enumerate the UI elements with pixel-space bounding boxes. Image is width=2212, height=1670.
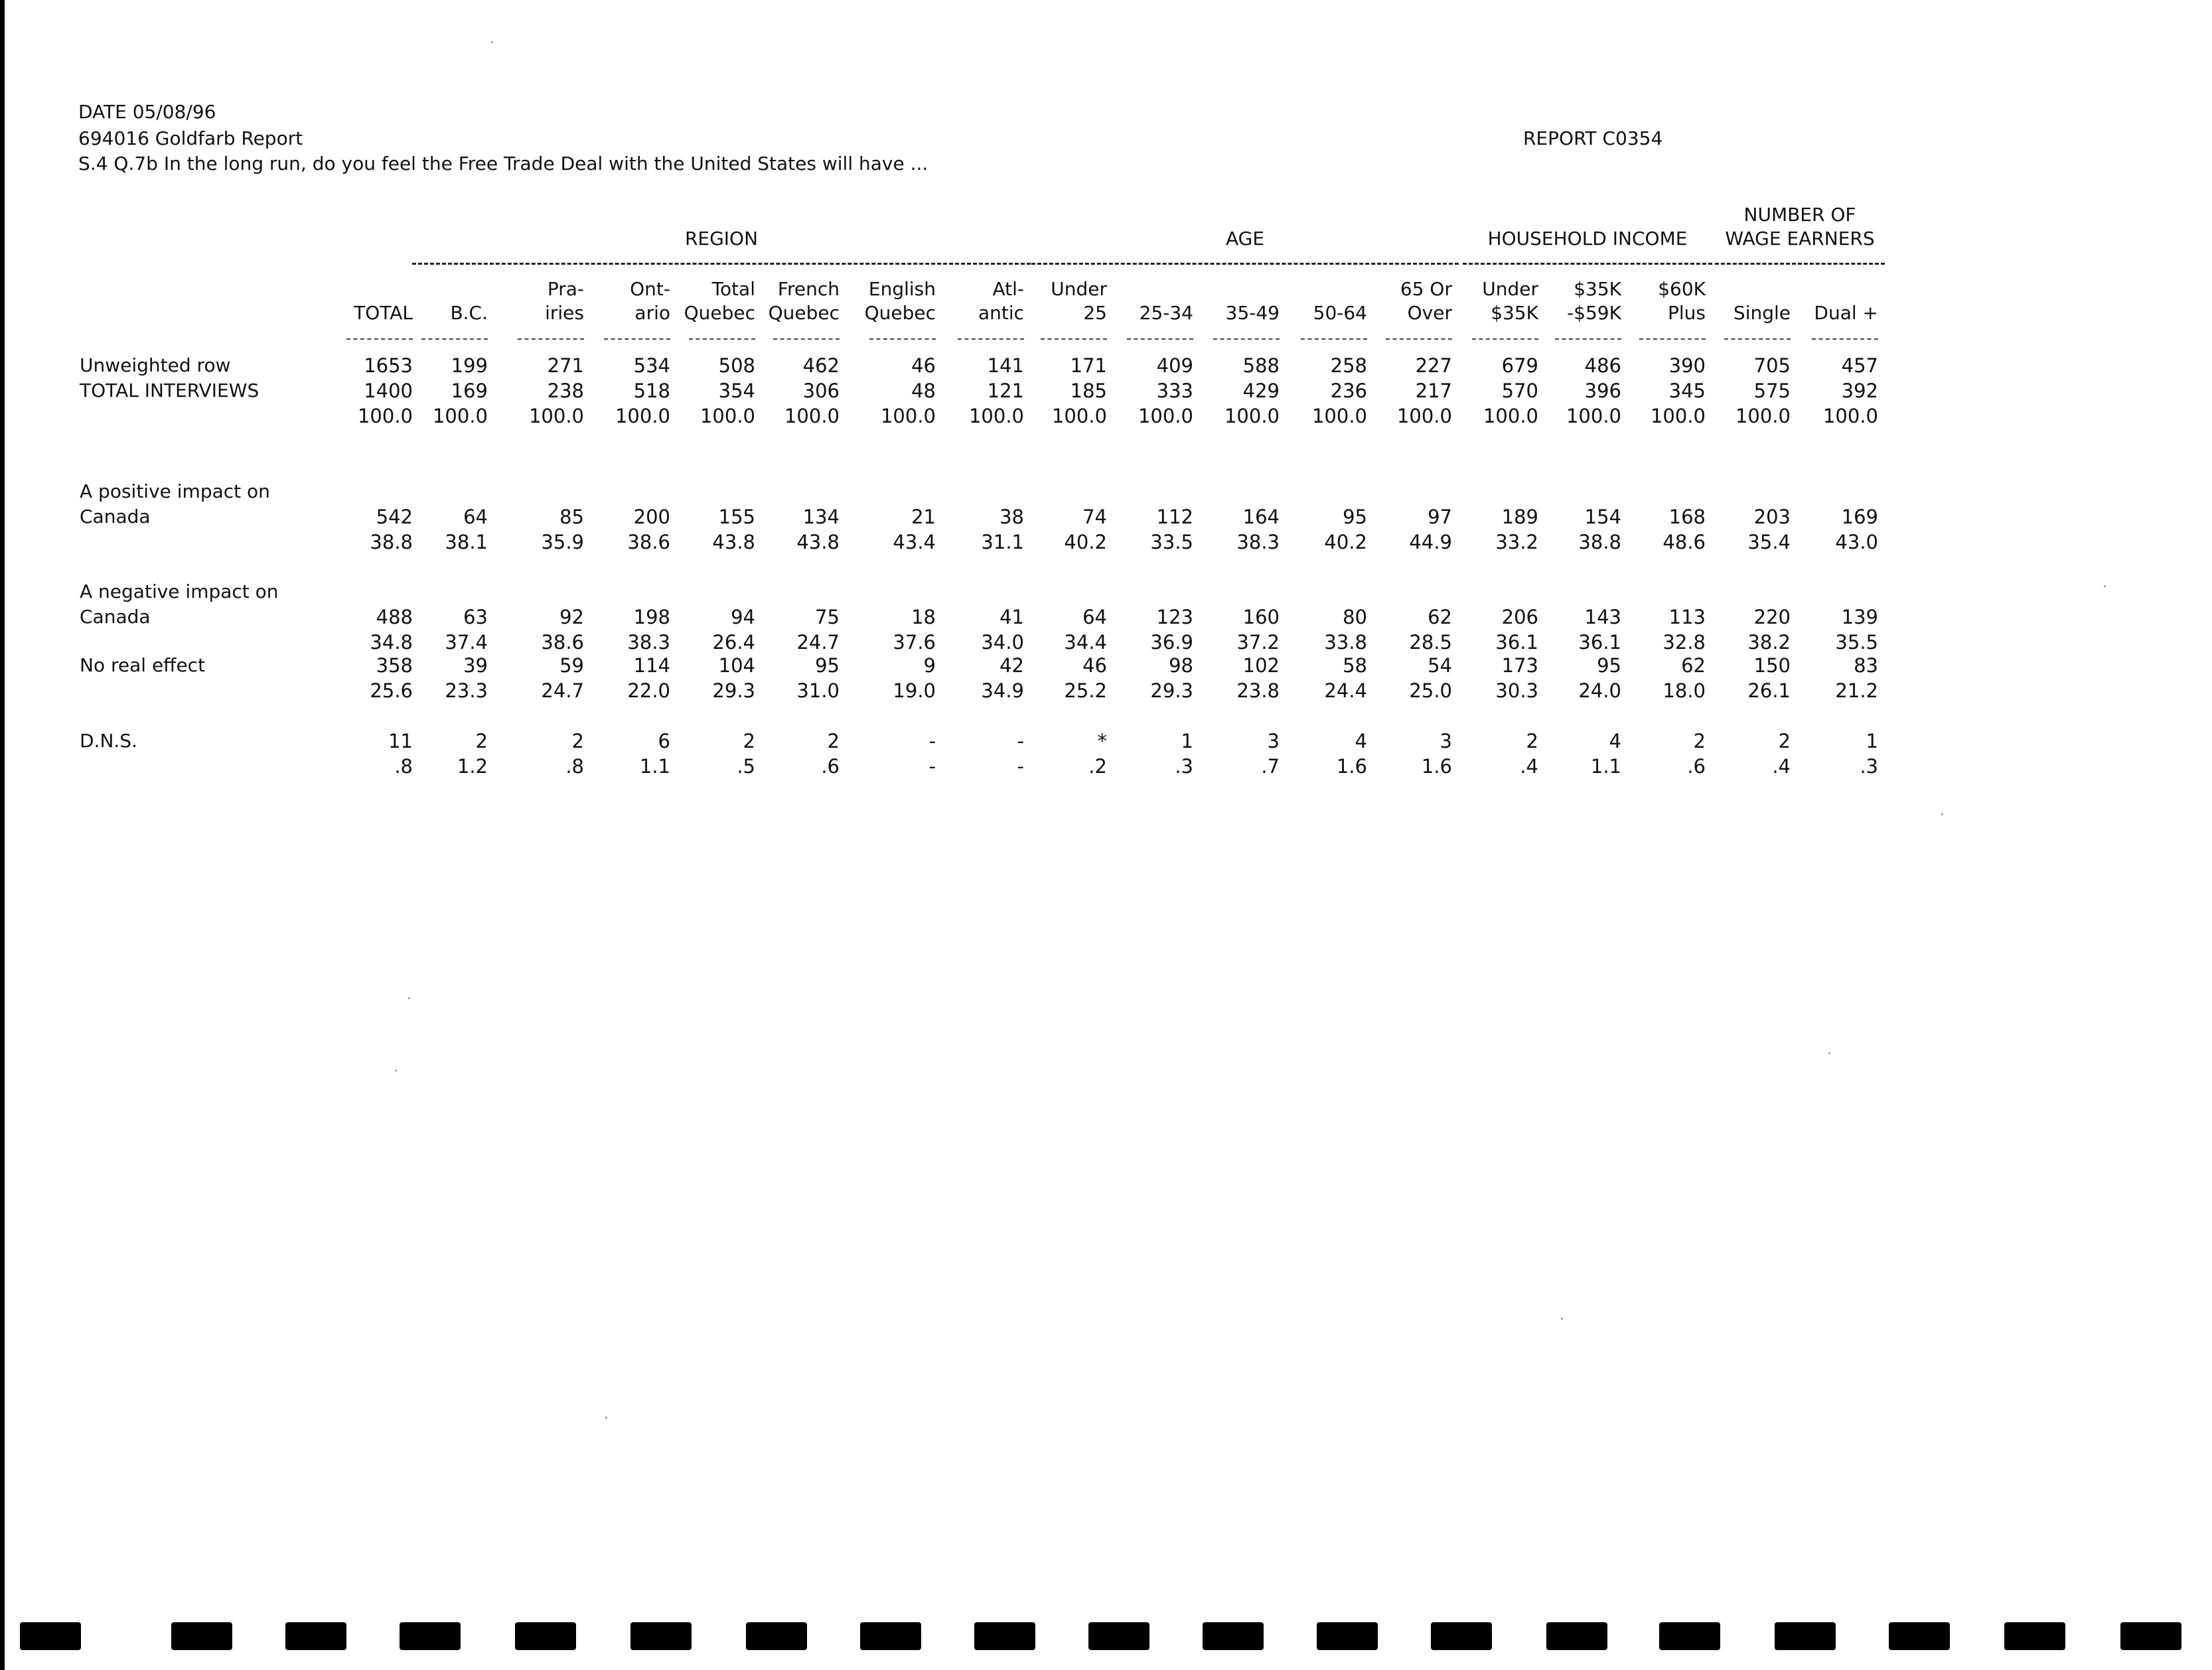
table-cell: 21.2 [1835,679,1878,702]
table-cell: 48.6 [1662,531,1706,553]
table-cell: 62 [1681,654,1706,677]
table-cell: 33.5 [1150,531,1193,553]
table-cell: 409 [1156,354,1193,377]
table-cell: 3 [1267,730,1280,752]
table-cell: 392 [1841,380,1878,402]
table-cell: .8 [565,755,584,778]
scan-speck [1941,813,1943,815]
group-header-household-income: HOUSEHOLD INCOME [1487,228,1688,249]
table-cell: 100.0 [1483,405,1538,427]
table-cell: 43.8 [796,531,840,553]
table-cell: 100.0 [1822,405,1878,427]
table-cell: 2 [571,730,584,752]
table-cell: 1.2 [457,755,488,778]
column-underline [346,338,413,340]
table-cell: 31.1 [981,531,1024,553]
table-cell: 429 [1242,380,1280,402]
table-cell: .3 [1860,755,1878,778]
scan-speck [1828,1052,1830,1054]
table-cell: 28.5 [1409,631,1452,654]
table-cell: 143 [1584,606,1621,628]
table-cell: 36.9 [1150,631,1193,654]
table-cell: 100.0 [1224,405,1280,427]
scan-speck [408,997,410,999]
table-cell: 6 [658,730,670,752]
table-cell: 206 [1501,606,1538,628]
row-label: Canada [80,506,151,527]
row-label: TOTAL INTERVIEWS [80,380,259,401]
table-cell: 26.1 [1747,679,1791,702]
table-cell: .7 [1261,755,1280,778]
table-cell: 40.2 [1064,531,1107,553]
table-cell: 102 [1242,654,1280,677]
table-cell: 542 [376,506,413,528]
table-cell: 100.0 [1735,405,1791,427]
table-cell: 2 [475,730,488,752]
table-cell: 37.2 [1236,631,1280,654]
column-header: Dual + [1814,302,1878,324]
table-cell: 1.1 [1590,755,1621,778]
table-cell: 168 [1668,506,1706,528]
perforation-block [746,1622,807,1650]
table-cell: 154 [1584,506,1621,528]
table-cell: 18.0 [1662,679,1706,702]
table-cell: 39 [463,654,488,677]
row-label: Unweighted row [80,354,231,376]
table-cell: 679 [1501,354,1538,377]
perforation-block [285,1622,346,1650]
column-underline [958,338,1024,340]
table-cell: 37.4 [445,631,488,654]
table-cell: 59 [559,654,584,677]
table-cell: 100.0 [880,405,936,427]
table-cell: 18 [911,606,936,628]
table-cell: 169 [451,380,488,402]
column-header: Under $35K [1482,278,1538,324]
table-cell: 200 [633,506,670,528]
table-cell: 33.2 [1495,531,1538,553]
table-cell: 160 [1242,606,1280,628]
table-cell: 227 [1415,354,1452,377]
table-cell: 390 [1668,354,1706,377]
column-header: Atl- antic [978,278,1024,324]
table-cell: 169 [1841,506,1878,528]
table-cell: 100.0 [1650,405,1706,427]
column-header: 35-49 [1225,302,1280,324]
perforation-block [1659,1622,1720,1650]
table-cell: 41 [999,606,1024,628]
table-cell: 46 [911,354,936,377]
table-cell: .6 [1687,755,1706,778]
column-header: Under 25 [1051,278,1107,324]
row-label: A positive impact on [80,480,270,502]
table-cell: 203 [1753,506,1791,528]
row-label: D.N.S. [80,730,137,752]
table-cell: 570 [1501,380,1538,402]
table-cell: - [928,730,936,752]
table-cell: 1400 [364,380,413,402]
table-cell: 43.8 [712,531,755,553]
table-cell: 54 [1428,654,1452,677]
table-cell: 104 [718,654,755,677]
table-cell: 271 [547,354,584,377]
table-cell: 31.0 [796,679,840,702]
table-cell: 1.1 [639,755,670,778]
table-cell: 171 [1070,354,1107,377]
table-cell: 306 [802,380,840,402]
question-text: S.4 Q.7b In the long run, do you feel the Free Trade Deal with the United States will have ... [78,153,928,174]
table-cell: 38.3 [627,631,670,654]
table-cell: * [1097,730,1107,752]
table-cell: 150 [1753,654,1791,677]
table-cell: 462 [802,354,840,377]
table-cell: 575 [1753,380,1791,402]
scan-left-edge-bar [0,0,5,1670]
table-cell: 22.0 [627,679,670,702]
column-header: TOTAL [354,302,413,324]
table-cell: 38.6 [627,531,670,553]
column-underline [1041,338,1107,340]
column-header: English Quebec [864,278,936,324]
table-cell: 112 [1156,506,1193,528]
table-cell: 333 [1156,380,1193,402]
table-cell: 38.3 [1236,531,1280,553]
table-cell: 30.3 [1495,679,1538,702]
perforation-block [2004,1622,2065,1650]
table-cell: 34.4 [1064,631,1107,654]
table-cell: 139 [1841,606,1878,628]
table-cell: 100.0 [1138,405,1193,427]
table-cell: 26.4 [712,631,755,654]
table-cell: .5 [737,755,755,778]
table-cell: 100.0 [968,405,1024,427]
column-header: Single [1733,302,1791,324]
perforation-block [1775,1622,1836,1650]
table-cell: - [1017,730,1024,752]
table-cell: 11 [388,730,413,752]
table-cell: 25.6 [370,679,413,702]
column-underline [1127,338,1193,340]
table-cell: 3 [1439,730,1452,752]
column-underline [1639,338,1706,340]
table-cell: 1.6 [1336,755,1367,778]
table-cell: 33.8 [1324,631,1367,654]
column-underline [1472,338,1538,340]
column-underline [1301,338,1367,340]
table-cell: 236 [1330,380,1367,402]
group-header-age: AGE [1225,228,1265,249]
table-cell: 1.6 [1421,755,1452,778]
table-cell: 1 [1866,730,1878,752]
group-header-region: REGION [684,228,759,249]
table-cell: 95 [1597,654,1621,677]
table-cell: 44.9 [1409,531,1452,553]
table-cell: .8 [394,755,413,778]
table-cell: 43.0 [1835,531,1878,553]
perforation-block [860,1622,921,1650]
table-cell: 24.0 [1578,679,1621,702]
table-cell: 1653 [364,354,413,377]
table-cell: 185 [1070,380,1107,402]
table-cell: 23.3 [445,679,488,702]
table-cell: 100.0 [1396,405,1452,427]
project-title: 694016 Goldfarb Report [78,127,303,149]
perforation-block [400,1622,461,1650]
table-cell: 100.0 [528,405,584,427]
column-header: $60K Plus [1658,278,1706,324]
scan-speck [605,1417,607,1419]
group-underline [1715,263,1885,265]
table-cell: 29.3 [712,679,755,702]
table-cell: 258 [1330,354,1367,377]
table-cell: 80 [1343,606,1367,628]
table-cell: 24.7 [541,679,584,702]
table-cell: 155 [718,506,755,528]
table-cell: 534 [633,354,670,377]
table-cell: 354 [718,380,755,402]
column-header: Total Quebec [684,278,755,324]
perforation-block [1203,1622,1264,1650]
table-cell: 94 [731,606,755,628]
table-cell: 345 [1668,380,1706,402]
table-cell: 358 [376,654,413,677]
table-cell: 29.3 [1150,679,1193,702]
column-header: Pra- iries [545,278,584,324]
table-cell: 32.8 [1662,631,1706,654]
table-cell: - [928,755,936,778]
table-cell: 34.8 [370,631,413,654]
column-underline [604,338,670,340]
perforation-block [1431,1622,1492,1650]
perforation-block [1546,1622,1607,1650]
table-cell: 508 [718,354,755,377]
row-label: A negative impact on [80,581,279,602]
table-cell: 40.2 [1324,531,1367,553]
table-cell: 38.1 [445,531,488,553]
table-cell: 64 [1082,606,1107,628]
table-cell: 25.2 [1064,679,1107,702]
column-header: 50-64 [1313,302,1367,324]
report-date: DATE 05/08/96 [78,101,216,123]
table-cell: 100.0 [1566,405,1621,427]
perforation-block [1889,1622,1950,1650]
table-cell: 64 [463,506,488,528]
table-cell: 35.5 [1835,631,1878,654]
scan-speck [1561,1318,1563,1320]
column-header: 25-34 [1139,302,1193,324]
table-cell: 198 [633,606,670,628]
table-cell: .2 [1088,755,1107,778]
table-cell: .4 [1772,755,1791,778]
column-header: Ont- ario [630,278,670,324]
table-cell: 74 [1082,506,1107,528]
table-cell: 199 [451,354,488,377]
table-cell: 134 [802,506,840,528]
table-cell: 34.0 [981,631,1024,654]
table-cell: 220 [1753,606,1791,628]
column-header: B.C. [450,302,488,324]
table-cell: 24.4 [1324,679,1367,702]
scan-speck [2104,585,2106,587]
column-underline [773,338,840,340]
table-cell: 83 [1854,654,1878,677]
column-header: 65 Or Over [1400,278,1452,324]
table-cell: 38.2 [1747,631,1791,654]
perforation-block [1317,1622,1378,1650]
table-cell: 164 [1242,506,1280,528]
column-header: French Quebec [768,278,840,324]
table-cell: 85 [559,506,584,528]
table-cell: 173 [1501,654,1538,677]
table-cell: 114 [633,654,670,677]
table-cell: 486 [1584,354,1621,377]
table-cell: 2 [1526,730,1538,752]
table-cell: 4 [1355,730,1367,752]
perforation-block [515,1622,576,1650]
perforation-block [20,1622,81,1650]
group-underline [1463,263,1712,265]
table-cell: 2 [827,730,840,752]
table-cell: 457 [1841,354,1878,377]
column-underline [869,338,936,340]
column-underline [421,338,488,340]
table-cell: 396 [1584,380,1621,402]
table-cell: 34.9 [981,679,1024,702]
table-cell: 588 [1242,354,1280,377]
table-cell: 2 [743,730,755,752]
table-cell: 98 [1169,654,1193,677]
table-cell: 100.0 [700,405,755,427]
table-cell: 100.0 [784,405,840,427]
column-underline [1812,338,1878,340]
table-cell: 2 [1778,730,1791,752]
group-underline [412,263,1031,265]
table-cell: 24.7 [796,631,840,654]
table-cell: 97 [1428,506,1452,528]
table-cell: 19.0 [893,679,936,702]
table-cell: 58 [1343,654,1367,677]
table-cell: 25.0 [1409,679,1452,702]
table-cell: 9 [923,654,936,677]
scan-speck [491,41,493,43]
table-cell: 38.8 [370,531,413,553]
table-cell: 705 [1753,354,1791,377]
table-cell: 48 [911,380,936,402]
perforation-block [2120,1622,2181,1650]
table-cell: 63 [463,606,488,628]
table-cell: 238 [547,380,584,402]
group-underline [1031,263,1459,265]
table-cell: 92 [559,606,584,628]
table-cell: 113 [1668,606,1706,628]
column-underline [1724,338,1791,340]
table-cell: 488 [376,606,413,628]
perforation-block [974,1622,1035,1650]
table-cell: 100.0 [357,405,413,427]
table-cell: 38.6 [541,631,584,654]
table-cell: 100.0 [1311,405,1367,427]
table-cell: 23.8 [1236,679,1280,702]
table-cell: 37.6 [893,631,936,654]
table-cell: 95 [815,654,840,677]
column-underline [1213,338,1280,340]
table-cell: 141 [987,354,1024,377]
table-cell: 100.0 [615,405,670,427]
table-cell: 43.4 [893,531,936,553]
table-cell: 38 [999,506,1024,528]
table-cell: 36.1 [1495,631,1538,654]
table-cell: 123 [1156,606,1193,628]
table-cell: 36.1 [1578,631,1621,654]
table-cell: 75 [815,606,840,628]
group-header-number-of-wage-earners: NUMBER OF WAGE EARNERS [1725,204,1875,249]
table-cell: 35.4 [1747,531,1791,553]
column-underline [689,338,755,340]
table-cell: 46 [1082,654,1107,677]
table-cell: 42 [999,654,1024,677]
table-cell: 38.8 [1578,531,1621,553]
table-cell: .4 [1520,755,1538,778]
scan-speck [395,1070,397,1072]
row-label: No real effect [80,654,206,676]
table-cell: 4 [1609,730,1621,752]
column-underline [1555,338,1621,340]
table-cell: 100.0 [432,405,488,427]
table-cell: 21 [911,506,936,528]
column-underline [518,338,584,340]
perforation-block [171,1622,232,1650]
table-cell: 2 [1693,730,1706,752]
table-cell: 217 [1415,380,1452,402]
table-cell: 35.9 [541,531,584,553]
row-label: Canada [80,606,151,628]
perforation-block [1088,1622,1149,1650]
table-cell: 62 [1428,606,1452,628]
table-cell: .3 [1175,755,1193,778]
table-cell: 100.0 [1051,405,1107,427]
table-cell: .6 [821,755,840,778]
table-cell: - [1017,755,1024,778]
column-header: $35K -$59K [1567,278,1621,324]
table-cell: 95 [1343,506,1367,528]
table-cell: 189 [1501,506,1538,528]
table-cell: 121 [987,380,1024,402]
perforation-block [630,1622,692,1650]
column-underline [1386,338,1452,340]
report-id: REPORT C0354 [1523,127,1663,149]
table-cell: 518 [633,380,670,402]
table-cell: 1 [1181,730,1193,752]
